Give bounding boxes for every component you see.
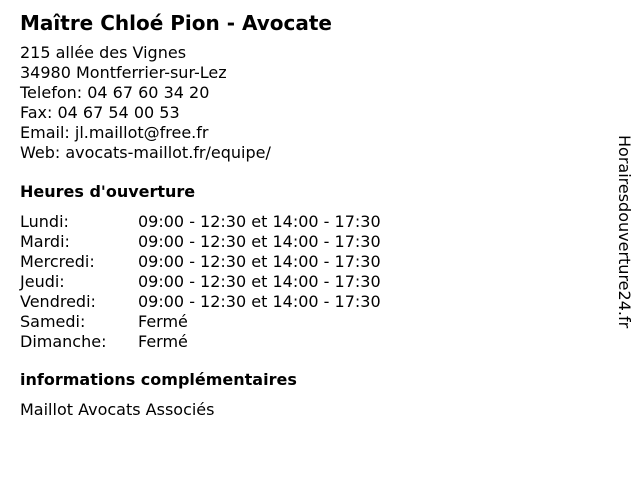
hours-row-sunday [20,332,600,352]
hours-row-tuesday [20,232,600,252]
hours-row-friday [20,292,600,312]
time-value: 09:00 - 12:30 et 14:00 - 17:30 [138,232,381,251]
time-value: 09:00 - 12:30 et 14:00 - 17:30 [138,292,381,311]
hours-row-thursday [20,272,600,292]
hours-row-wednesday [20,252,600,272]
time-value: Fermé [138,312,188,331]
hours-heading: Heures d'ouverture [20,182,196,201]
time-value: 09:00 - 12:30 et 14:00 - 17:30 [138,252,381,271]
time-value: Fermé [138,332,188,351]
email-line: Email: jl.maillot@free.fr [20,123,209,142]
hours-row-monday [20,212,600,232]
address-city: 34980 Montferrier-sur-Lez [20,63,227,82]
day-label: Lundi: [20,212,69,231]
page-title: Maître Chloé Pion - Avocate [20,11,332,35]
day-label: Jeudi: [20,272,65,291]
watermark-text: Horairesdouverture24.fr [615,135,634,329]
time-value: 09:00 - 12:30 et 14:00 - 17:30 [138,212,381,231]
time-value: 09:00 - 12:30 et 14:00 - 17:30 [138,272,381,291]
day-label: Mercredi: [20,252,95,271]
fax-line: Fax: 04 67 54 00 53 [20,103,180,122]
day-label: Mardi: [20,232,70,251]
web-line: Web: avocats-maillot.fr/equipe/ [20,143,271,162]
contact-block [20,43,600,163]
opening-hours-table [20,212,600,352]
day-label: Vendredi: [20,292,96,311]
info-text: Maillot Avocats Associés [20,400,215,419]
day-label: Samedi: [20,312,86,331]
info-heading: informations complémentaires [20,370,297,389]
address-street: 215 allée des Vignes [20,43,187,62]
business-card [20,10,600,420]
phone-line: Telefon: 04 67 60 34 20 [20,83,210,102]
day-label: Dimanche: [20,332,107,351]
hours-row-saturday [20,312,600,332]
